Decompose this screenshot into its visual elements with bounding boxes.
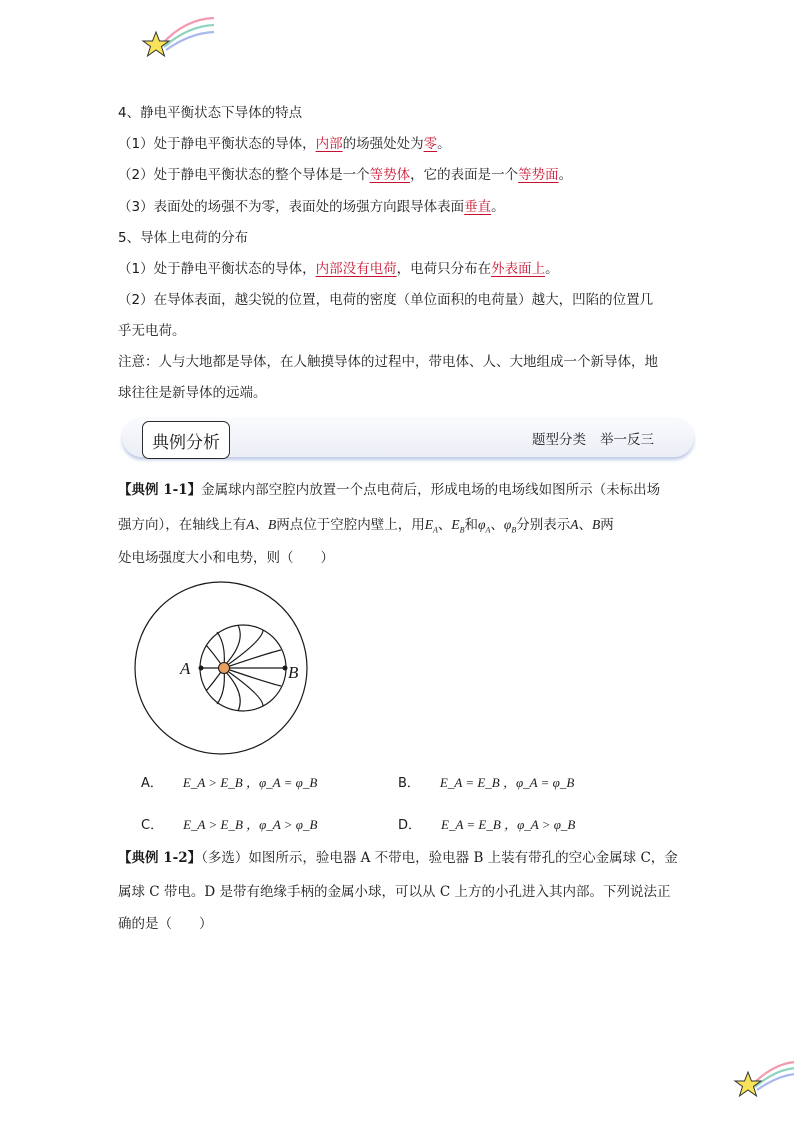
section-5-item-2-line-1: （2）在导体表面，越尖锐的位置，电荷的密度（单位面积的电荷量）越大，凹陷的位置几 [118, 292, 654, 308]
point-charge [219, 663, 230, 674]
keyword: 等势体 [369, 167, 411, 183]
shooting-star-icon [140, 14, 215, 58]
banner-title: 典例分析 [142, 421, 230, 459]
option-a[interactable]: A． E_A > E_B ，φ_A = φ_B [141, 775, 318, 791]
example-1-2-line-1: 【典例 1-2】（多选）如图所示，验电器 A 不带电，验电器 B 上装有带孔的空心金属球 C，金 [118, 850, 678, 866]
section-5-item-1: （1）处于静电平衡状态的导体，内部没有电荷，电荷只分布在外表面上。 [118, 261, 559, 277]
example-1-1-line-1: 【典例 1-1】金属球内部空腔内放置一个点电荷后，形成电场的电场线如图所示（未标出场 [118, 482, 661, 498]
option-c[interactable]: C． E_A > E_B ，φ_A > φ_B [141, 817, 318, 833]
keyword: 外表面上 [491, 261, 546, 277]
field-line-diagram [118, 580, 338, 760]
field-line [225, 671, 240, 711]
example-tag: 【典例 1-2】 [118, 850, 202, 866]
note-line-2: 球往往是新导体的远端。 [118, 385, 267, 401]
banner-subtitle: 题型分类 举一反三 [532, 432, 654, 448]
label-b: B [288, 663, 299, 682]
example-1-1-line-3: 处电场强度大小和电势，则（ ） [118, 550, 334, 566]
example-1-2-line-3: 确的是（ ） [118, 916, 213, 932]
label-a: A [180, 659, 191, 678]
section-4-item-2: （2）处于静电平衡状态的整个导体是一个等势体，它的表面是一个等势面。 [118, 167, 573, 183]
keyword: 垂直 [464, 199, 492, 215]
example-1-1-line-2: 强方向），在轴线上有A、B两点位于空腔内壁上，用$E_A$、$E_B$和$\varphi_A$、$\varphi_B$分别表示A、B两 [118, 517, 614, 535]
keyword: 内部 [315, 136, 343, 152]
point-a-dot [199, 666, 204, 671]
section-5-heading: 5、导体上电荷的分布 [118, 230, 249, 246]
option-b[interactable]: B． E_A = E_B ，φ_A = φ_B [398, 775, 575, 791]
example-tag: 【典例 1-1】 [118, 482, 202, 498]
example-1-2-line-2: 属球 C 带电。D 是带有绝缘手柄的金属小球，可以从 C 上方的小孔进入其内部。下列说法正 [118, 884, 671, 900]
note-line-1: 注意：人与大地都是导体，在人触摸导体的过程中，带电体、人、大地组成一个新导体，地 [118, 354, 658, 370]
keyword: 内部没有电荷 [315, 261, 397, 277]
section-4-heading: 4、静电平衡状态下导体的特点 [118, 105, 303, 121]
keyword: 零 [423, 136, 438, 152]
point-b-dot [283, 666, 288, 671]
section-4-item-1: （1）处于静电平衡状态的导体，内部的场强处处为零。 [118, 136, 451, 152]
shooting-star-icon [733, 1058, 794, 1098]
keyword: 等势面 [518, 167, 559, 183]
field-line [225, 625, 240, 665]
section-5-item-2-line-2: 乎无电荷。 [118, 323, 186, 339]
section-4-item-3: （3）表面处的场强不为零，表面处的场强方向跟导体表面垂直。 [118, 199, 505, 215]
option-d[interactable]: D． E_A = E_B ，φ_A > φ_B [398, 817, 576, 833]
